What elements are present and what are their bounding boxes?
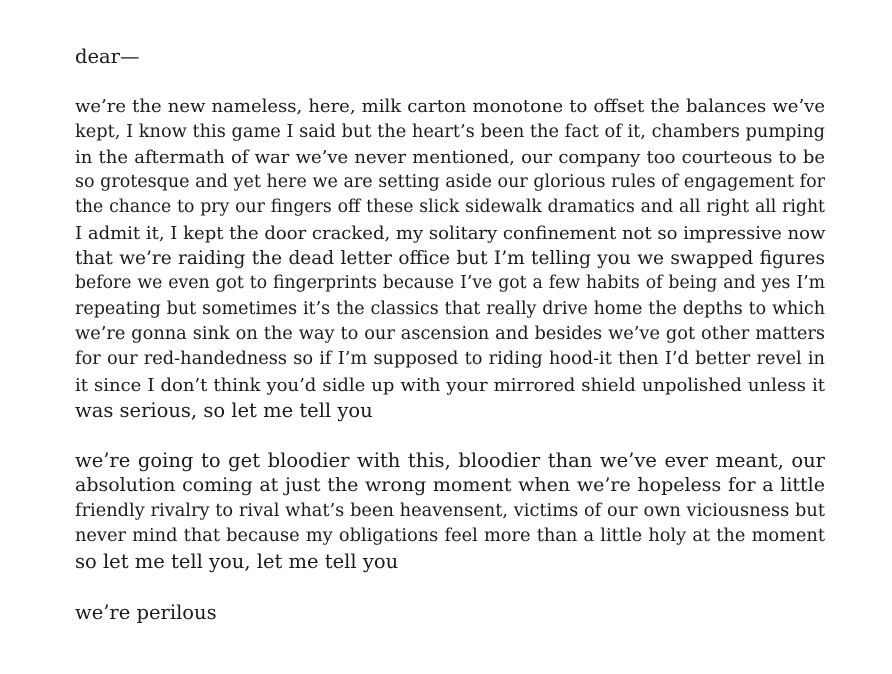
stanza-1-line: was serious, so let me tell you xyxy=(75,398,373,422)
stanza-2-line: absolution coming at just the wrong moment when we’re hopeless for a little xyxy=(75,474,825,497)
letter-page xyxy=(75,44,825,625)
stanza-2-line: friendly rivalry to rival what’s been heavensent, victims of our own viciousness but xyxy=(75,500,825,521)
stanza-1-line: repeating but sometimes it’s the classics that really drive home the depths to which xyxy=(75,298,825,319)
letter-closing: we’re perilous xyxy=(75,600,217,624)
stanza-2-line: so let me tell you, let me tell you xyxy=(75,550,399,574)
stanza-1-line: we’re gonna sink on the way to our ascension and besides we’ve got other matters xyxy=(75,323,825,344)
stanza-1-line: before we even got to fingerprints because I’ve got a few habits of being and yes I’m xyxy=(75,273,825,294)
stanza-1-line: I admit it, I kept the door cracked, my solitary confinement not so impressive now xyxy=(75,222,826,244)
stanza-1-line: for our red-handedness so if I’m supposed to riding hood-it then I’d better revel in xyxy=(75,349,825,370)
stanza-1-line: so grotesque and yet here we are setting aside our glorious rules of engagement for xyxy=(75,172,825,193)
stanza-1-line: kept, I know this game I said but the heart’s been the fact of it, chambers pumping xyxy=(75,121,825,142)
stanza-2-line: never mind that because my obligations feel more than a little holy at the moment xyxy=(75,526,825,547)
stanza-2 xyxy=(75,448,825,574)
stanza-1-line: the chance to pry our fingers off these slick sidewalk dramatics and all right all right xyxy=(75,197,825,218)
stanza-2-line: we’re going to get bloodier with this, bloodier than we’ve ever meant, our xyxy=(75,449,825,473)
stanza-1-line: it since I don’t think you’d sidle up with your mirrored shield unpolished unless it xyxy=(75,374,825,396)
stanza-1 xyxy=(75,94,825,423)
letter-salutation: dear— xyxy=(75,45,140,68)
stanza-1-line: we’re the new nameless, here, milk carton monotone to offset the balances we’ve xyxy=(75,96,825,118)
stanza-1-line: that we’re raiding the dead letter office but I’m telling you we swapped figures xyxy=(75,248,825,270)
stanza-1-line: in the aftermath of war we’ve never mentioned, our company too courteous to be xyxy=(75,146,825,168)
